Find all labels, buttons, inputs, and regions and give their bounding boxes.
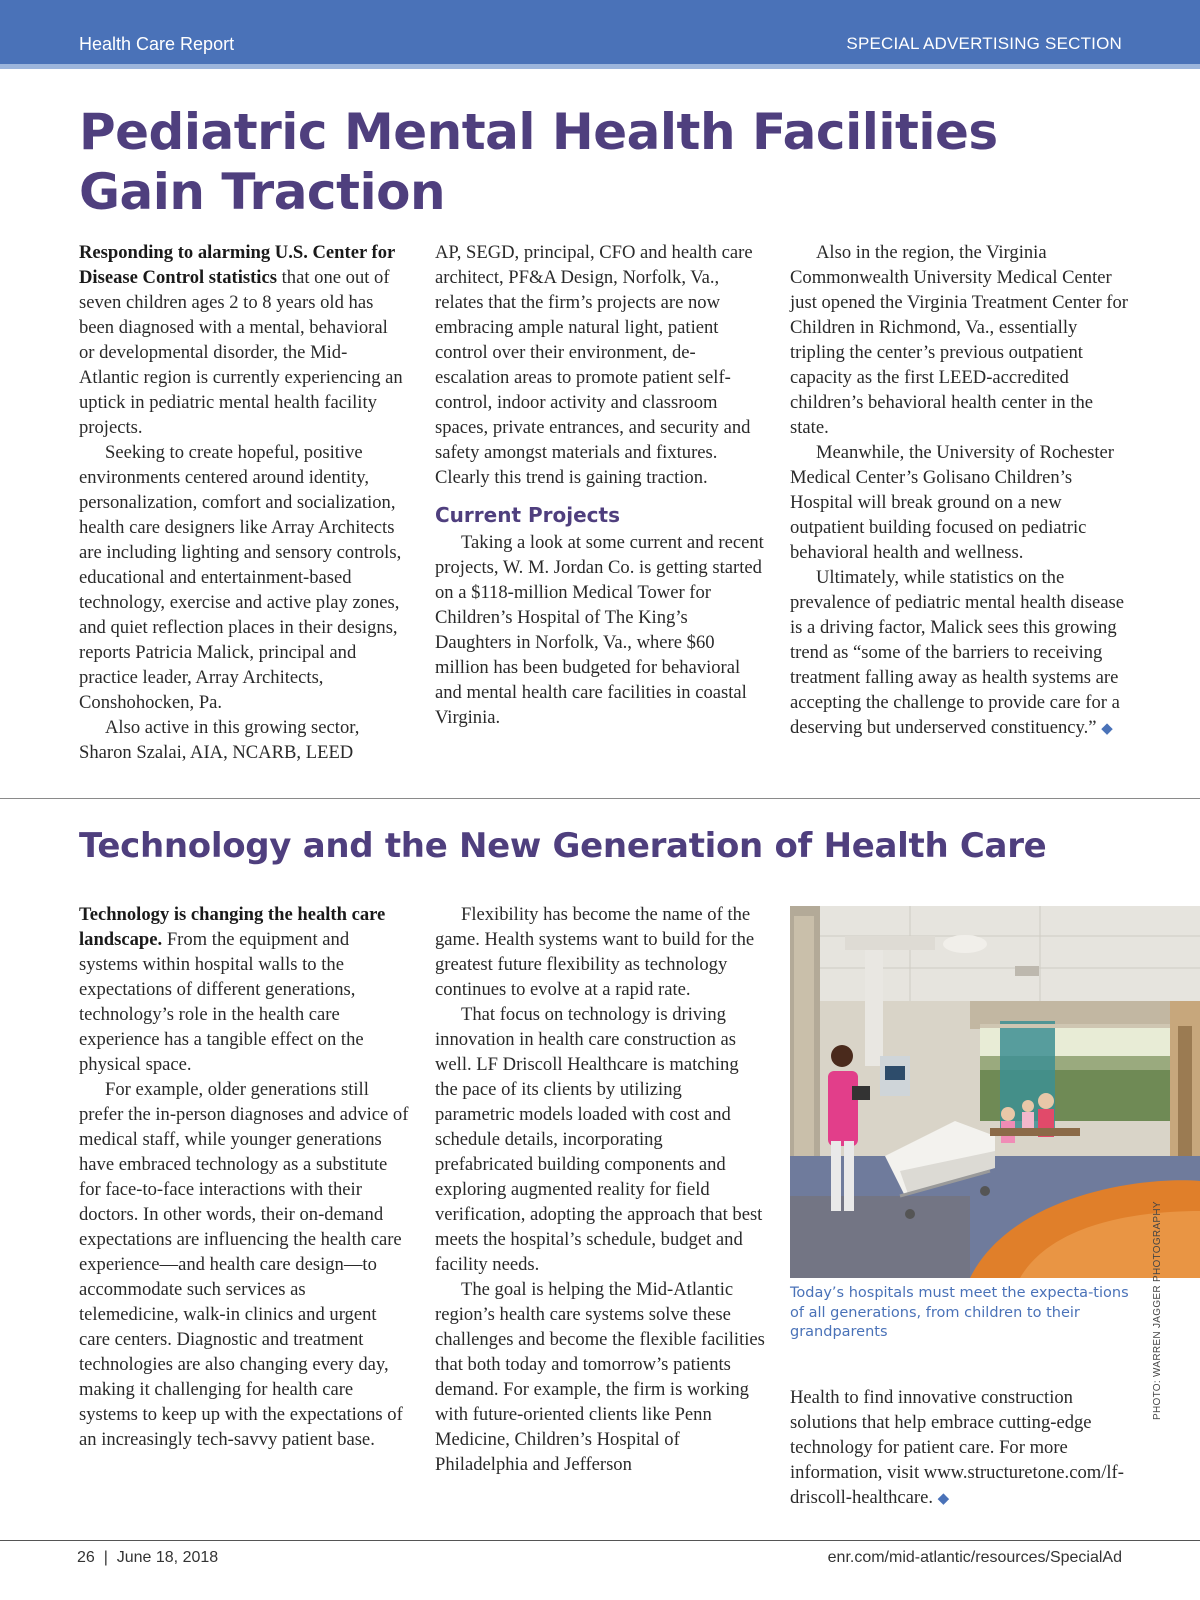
end-mark-icon: ◆	[1101, 721, 1113, 737]
header-rule	[0, 64, 1200, 69]
article1-column-1	[79, 240, 404, 765]
paragraph: The goal is helping the Mid-Atlantic region’s health care systems solve these challenges and become the flexible facilities that both today and tomorrow’s patients demand. For example, the firm is working with future-oriented clients like Penn Medicine, Children’s Hospital of Philadelphia and Jefferson	[435, 1279, 765, 1475]
lead-in: Technology is changing the health care landscape.	[79, 904, 386, 950]
photo-credit: PHOTO: WARREN JAGGER PHOTOGRAPHY	[1152, 1201, 1163, 1420]
section-divider	[0, 798, 1200, 799]
article-title-technology: Technology and the New Generation of Health Care	[79, 826, 1047, 866]
paragraph: Taking a look at some current and recent projects, W. M. Jordan Co. is getting started on a $118-million Medical Tower for Children’s Hospital of The King’s Daughters in Norfolk, Va., where $60 million has been budgeted for behavioral and mental health care facilities in coastal Virginia.	[435, 532, 764, 728]
article2-column-1	[79, 902, 409, 1452]
article2-column-2	[435, 902, 765, 1477]
paragraph: For example, older generations still prefer the in-person diagnoses and advice of medical staff, while younger generations have embraced technology as a substitute for face-to-face interactions with their doctors. In other words, their on-demand expectations are influencing the health care experience—and health care design—to accommodate such services as telemedicine, walk-in clinics and urgent care centers. Diagnostic and treatment technologies are also changing every day, making it challenging for health care systems to keep up with the expectations of an increasingly tech-savvy patient base.	[79, 1079, 409, 1450]
paragraph: Also active in this growing sector, Sharon Szalai, AIA, NCARB, LEED	[79, 717, 360, 763]
paragraph: Ultimately, while statistics on the prevalence of pediatric mental health disease is a driving factor, Malick sees this growing trend as “some of the barriers to receiving treatment falling away as health systems are accepting the challenge to provide care for a deserving but underserved constituency.” ◆	[790, 567, 1125, 738]
article1-column-2	[435, 240, 765, 730]
paragraph: AP, SEGD, principal, CFO and health care architect, PF&A Design, Norfolk, Va., relates that the firm’s projects are now embracing ample natural light, patient control over their environment, de-escalation areas to promote patient self-control, indoor activity and classroom spaces, private entrances, and security and safety amongst materials and fixtures. Clearly this trend is gaining traction.	[435, 242, 753, 488]
article-title-pediatric	[79, 102, 1129, 222]
paragraph: Health to find innovative construction solutions that help embrace cutting-edge technology for patient care. For more information, visit www.structuretone.com/lf-driscoll-healthcare. ◆	[790, 1387, 1124, 1508]
hospital-room-illustration	[790, 906, 1200, 1278]
end-mark-icon: ◆	[937, 1491, 950, 1507]
paragraph: Seeking to create hopeful, positive environments centered around identity, personalization, comfort and socialization, health care designers like Array Architects are including lighting and sensory controls, educational and entertainment-based technology, exercise and active play zones, and quiet reflection places in their designs, reports Patricia Malick, principal and practice leader, Array Architects, Conshohocken, Pa.	[79, 442, 402, 713]
advertising-label: SPECIAL ADVERTISING SECTION	[846, 34, 1122, 53]
paragraph: Technology is changing the health care landscape. From the equipment and systems within hospital walls to the expectations of different generations, technology’s role in the health care experience has a tangible effect on the physical space.	[79, 904, 386, 1075]
paragraph: Also in the region, the Virginia Commonwealth University Medical Center just opened the Virginia Treatment Center for Children in Richmond, Va., essentially tripling the center’s previous outpatient capacity as the first LEED-accredited children’s behavioral health center in the state.	[790, 242, 1128, 438]
article1-column-3	[790, 240, 1128, 742]
photo-caption: Today’s hospitals must meet the expecta-tions of all generations, from children to their grandparents	[790, 1285, 1129, 1340]
lead-in: Responding to alarming U.S. Center for Disease Control statistics	[79, 242, 395, 288]
paragraph: Meanwhile, the University of Rochester Medical Center’s Golisano Children’s Hospital will break ground on a new outpatient building focused on pediatric behavioral health and wellness.	[790, 442, 1114, 563]
paragraph: Responding to alarming U.S. Center for Disease Control statistics that one out of seven children ages 2 to 8 years old has been diagnosed with a mental, behavioral or developmental disorder, the Mid-Atlantic region is currently experiencing an uptick in pediatric mental health facility projects.	[79, 242, 403, 438]
title-line-2: Gain Traction	[79, 163, 446, 221]
footer-url: enr.com/mid-atlantic/resources/SpecialAd	[827, 1549, 1122, 1566]
section-label: Health Care Report	[79, 34, 235, 54]
paragraph: That focus on technology is driving innovation in health care construction as well. LF Driscoll Healthcare is matching the pace of its clients by utilizing parametric models loaded with cost and schedule details, incorporating prefabricated building components and exploring augmented reality for field verification, adopting the approach that best meets the hospital’s schedule, budget and facility needs.	[435, 1004, 763, 1275]
hospital-room-photo	[790, 906, 1200, 1278]
title-line-1: Pediatric Mental Health Facilities	[79, 103, 998, 161]
footer-rule	[0, 1540, 1200, 1541]
paragraph: Flexibility has become the name of the game. Health systems want to build for the greatest future flexibility as technology continues to evolve at a rapid rate.	[435, 904, 755, 1000]
page-number-date: 26 | June 18, 2018	[77, 1549, 219, 1566]
article2-column-3	[790, 1385, 1128, 1512]
subhead-current-projects: Current Projects	[435, 503, 620, 527]
